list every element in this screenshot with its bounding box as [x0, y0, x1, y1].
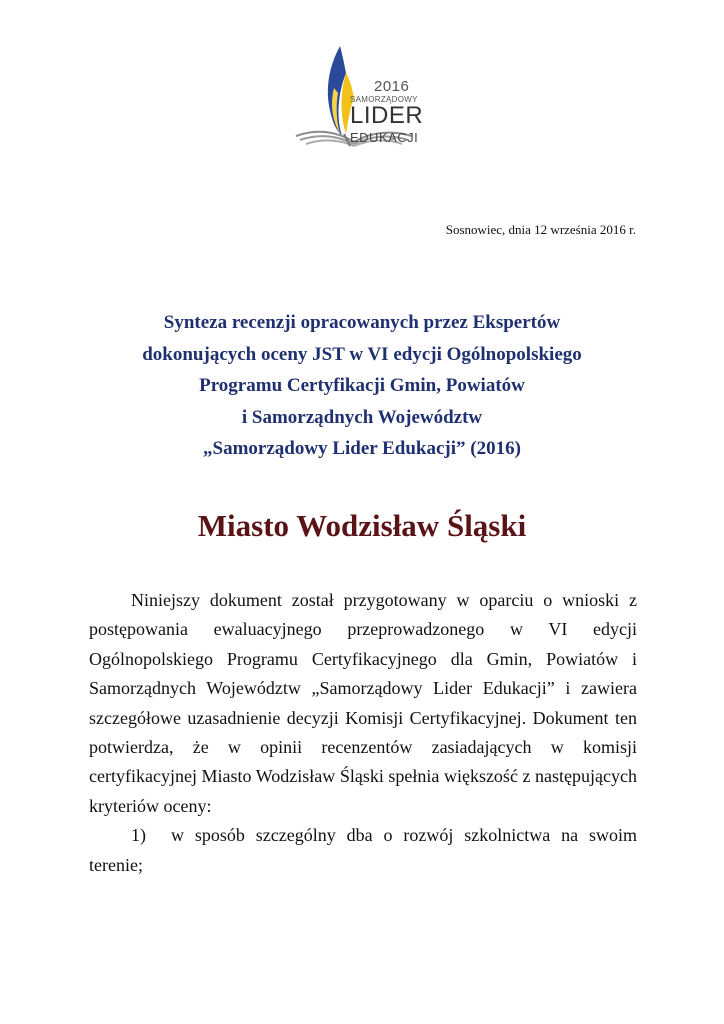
synthesis-title-line: i Samorządnych Województw: [241, 406, 483, 428]
logo-year: 2016: [374, 78, 410, 95]
date-line: Sosnowiec, dnia 12 września 2016 r.: [445, 222, 636, 237]
logo-edukacji: EDUKACJI: [350, 130, 419, 145]
criteria-text: w sposób szczególny dba o rozwój szkolnictwa na swoim terenie;: [89, 825, 637, 875]
city-title: Miasto Wodzisław Śląski: [197, 508, 527, 543]
criteria-number: 1): [131, 825, 146, 846]
criteria-item: [89, 821, 637, 880]
synthesis-title-line: Programu Certyfikacji Gmin, Powiatów: [199, 375, 525, 396]
logo-lider: LIDER: [350, 102, 424, 129]
synthesis-title-line: Synteza recenzji opracowanych przez Ekspertów: [163, 312, 561, 333]
logo-subtitle: SAMORZĄDOWY: [350, 95, 418, 104]
synthesis-title-line: dokonujących oceny JST w VI edycji Ogólnopolskiego: [142, 343, 582, 365]
lider-edukacji-logo: [288, 38, 428, 158]
intro-paragraph: Niniejszy dokument został przygotowany w oparciu o wnioski z postępowania ewaluacyjnego przeprowadzonego w VI edycji Ogólnopolskiego Programu Certyfikacyjnego dla Gmin, Powiatów i Samorządnych Województw „Samorządowy Lider Edukacji” i zawiera szczegółowe uzasadnienie decyzji Komisji Certyfikacyjnej. Dokument ten potwierdza, że w opinii recenzentów zasiadających w komisji certyfikacyjnej Miasto Wodzisław Śląski spełnia większość z następujących kryteriów oceny:: [89, 590, 637, 816]
document-body: [89, 586, 637, 880]
synthesis-title-line: „Samorządowy Lider Edukacji” (2016): [203, 438, 521, 459]
synthesis-title: [60, 307, 664, 465]
